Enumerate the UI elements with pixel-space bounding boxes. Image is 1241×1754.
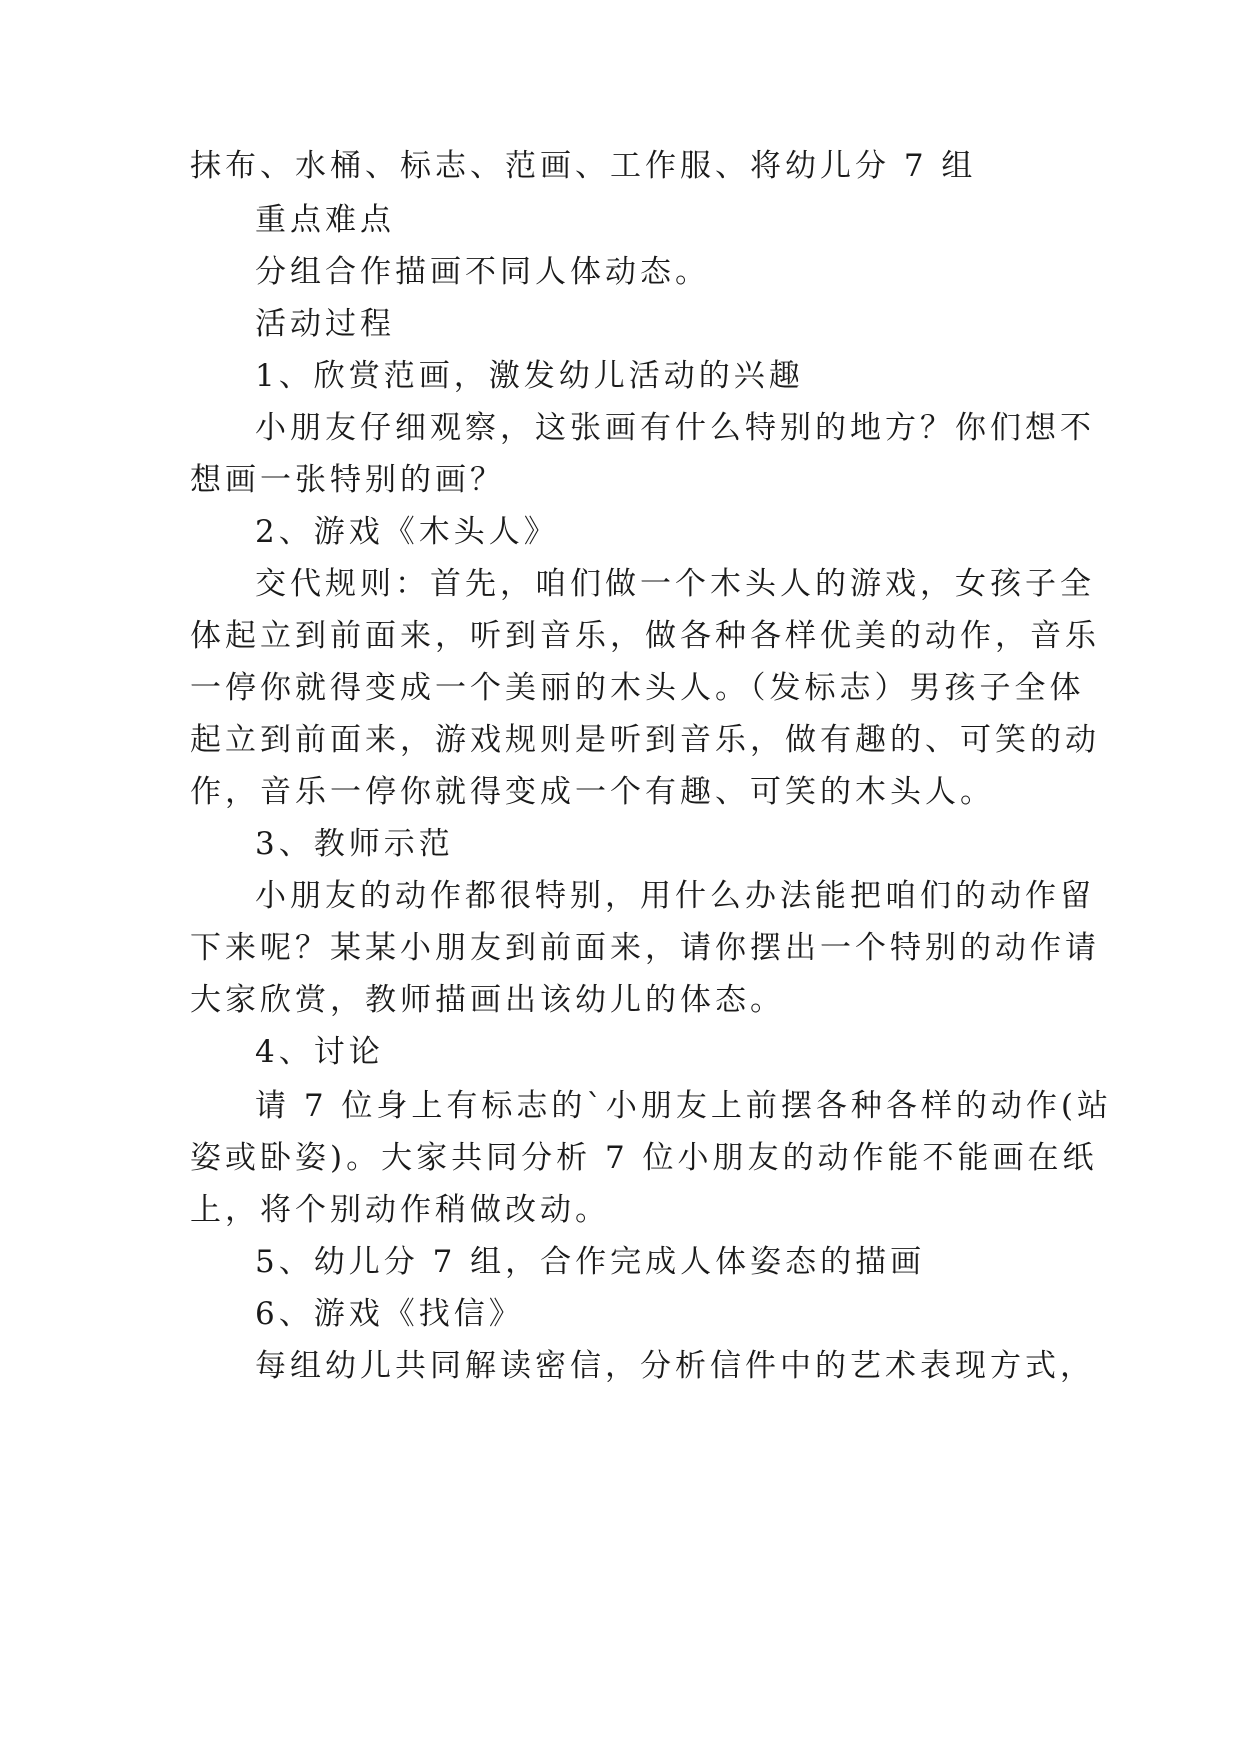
text-line: 请 7 位身上有标志的`小朋友上前摆各种各样的动作(站: [255, 1088, 1113, 1124]
step-heading-3: 3、教师示范: [255, 826, 454, 862]
text-line: 小朋友的动作都很特别，用什么办法能把咱们的动作留: [255, 878, 1095, 914]
text-line: 分组合作描画不同人体动态。: [255, 254, 710, 290]
text-line: 小朋友仔细观察，这张画有什么特别的地方？你们想不: [255, 410, 1095, 446]
text-line: 每组幼儿共同解读密信，分析信件中的艺术表现方式，: [255, 1348, 1095, 1384]
text-line: 起立到前面来，游戏规则是听到音乐，做有趣的、可笑的动: [190, 722, 1100, 758]
text-line: 上，将个别动作稍做改动。: [190, 1192, 610, 1228]
text-line: 一停你就得变成一个美丽的木头人。（发标志）男孩子全体: [190, 670, 1085, 706]
text-line: 交代规则：首先，咱们做一个木头人的游戏，女孩子全: [255, 566, 1095, 602]
step-heading-6: 6、游戏《找信》: [255, 1296, 524, 1332]
step-heading-4: 4、讨论: [255, 1034, 384, 1070]
text-line: 下来呢？某某小朋友到前面来，请你摆出一个特别的动作请: [190, 930, 1100, 966]
text-line-materials: 抹布、水桶、标志、范画、工作服、将幼儿分 7 组: [190, 148, 977, 184]
heading-activity-process: 活动过程: [255, 306, 395, 342]
heading-key-points: 重点难点: [255, 202, 395, 238]
step-heading-5: 5、幼儿分 7 组，合作完成人体姿态的描画: [255, 1244, 926, 1280]
step-heading-2: 2、游戏《木头人》: [255, 514, 559, 550]
text-line: 姿或卧姿)。大家共同分析 7 位小朋友的动作能不能画在纸: [190, 1140, 1098, 1176]
step-heading-1: 1、欣赏范画，激发幼儿活动的兴趣: [255, 358, 804, 394]
text-line: 大家欣赏，教师描画出该幼儿的体态。: [190, 982, 785, 1018]
text-line: 想画一张特别的画？: [190, 462, 505, 498]
text-line: 作，音乐一停你就得变成一个有趣、可笑的木头人。: [190, 774, 995, 810]
text-line: 体起立到前面来，听到音乐，做各种各样优美的动作，音乐: [190, 618, 1100, 654]
